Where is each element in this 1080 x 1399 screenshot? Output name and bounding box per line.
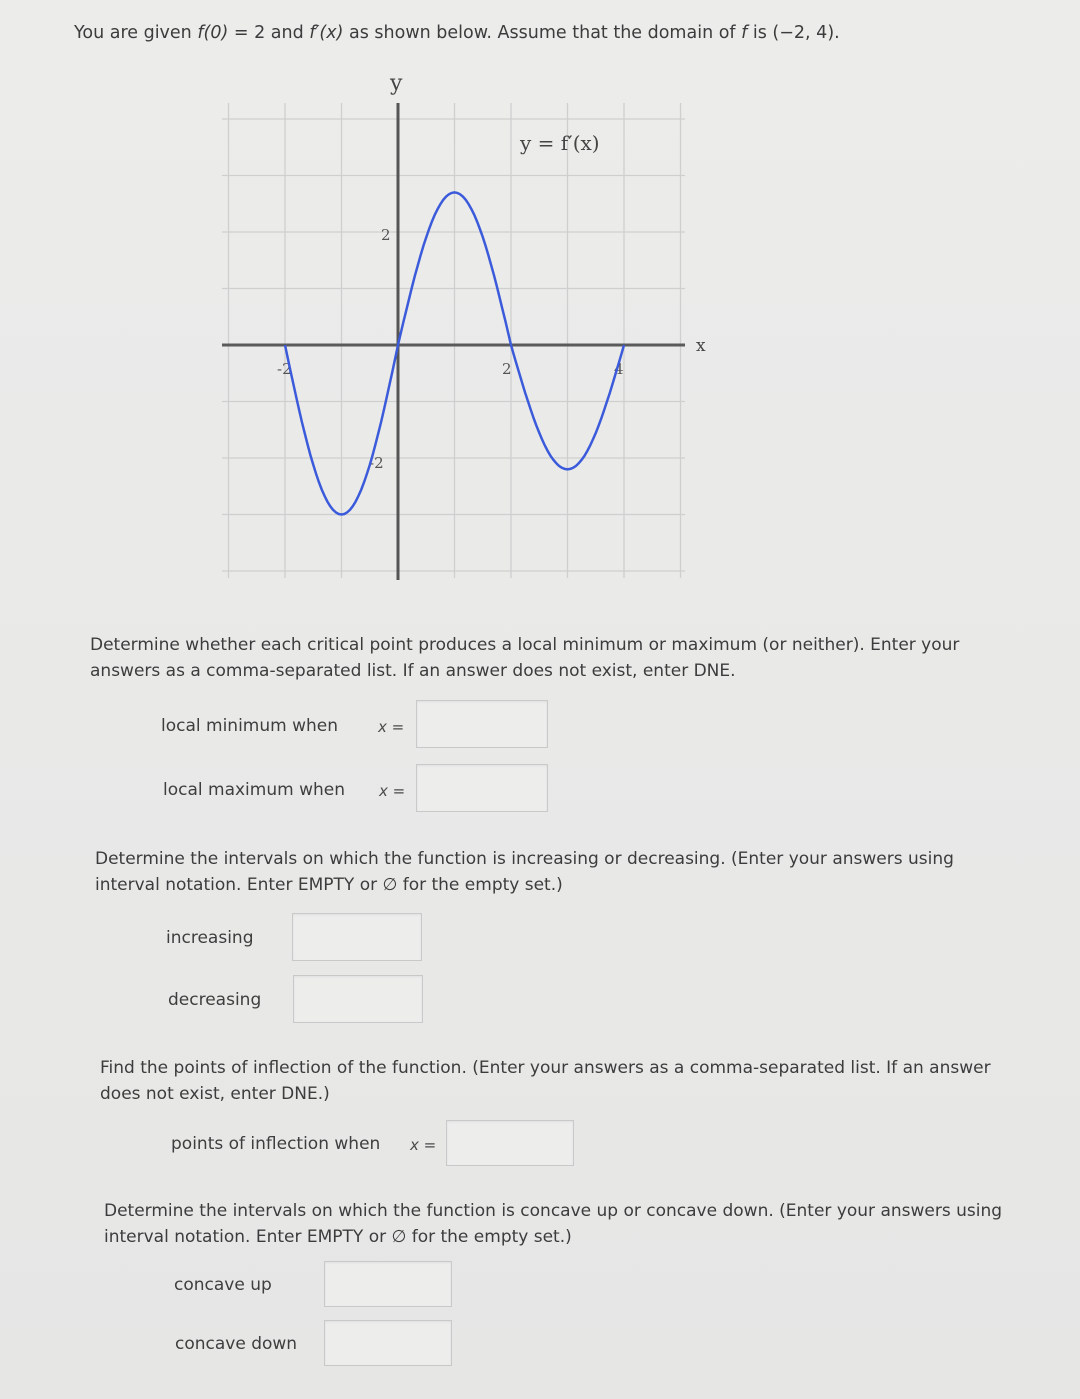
intro-f: f (741, 23, 748, 43)
local-max-x-eq: x = (379, 782, 406, 800)
intro-fprime: f′(x) (309, 23, 344, 43)
x-axis-label: x (696, 336, 706, 356)
local-min-input[interactable] (416, 700, 548, 748)
concave-up-input[interactable] (324, 1261, 452, 1307)
tick-label-x-neg2: -2 (277, 360, 292, 378)
inflection-x-eq: x = (410, 1136, 437, 1154)
tick-label-y-2: 2 (381, 226, 391, 244)
concave-up-label: concave up (174, 1275, 272, 1295)
local-min-x-eq: x = (378, 718, 405, 736)
intro-text: = 2 and (228, 23, 310, 43)
question-critical-points: Determine whether each critical point produces a local minimum or maximum (or neither). Enter your answers as a comma-separated list. If an answer does not exist, enter DNE. (90, 635, 960, 681)
graph-grid (222, 103, 685, 578)
increasing-input[interactable] (292, 913, 422, 961)
intro-text: as shown below. Assume that the domain of (343, 23, 742, 43)
tick-label-x-4: 4 (614, 360, 624, 378)
concave-down-input[interactable] (324, 1320, 452, 1366)
tick-label-x-2: 2 (502, 360, 512, 378)
decreasing-label: decreasing (168, 990, 262, 1010)
local-max-input[interactable] (416, 764, 548, 812)
question-increasing-decreasing: Determine the intervals on which the function is increasing or decreasing. (Enter your answers using interval notation. Enter EMPTY or ∅ for the empty set.) (95, 849, 954, 895)
increasing-label: increasing (166, 928, 254, 948)
concave-down-label: concave down (175, 1334, 298, 1354)
derivative-graph (0, 0, 1080, 620)
tick-label-y-neg2: -2 (369, 454, 384, 472)
curve-label: y = f′(x) (520, 131, 600, 155)
decreasing-input[interactable] (293, 975, 423, 1023)
intro-f0: f(0) (197, 23, 229, 43)
question-inflection: Find the points of inflection of the function. (Enter your answers as a comma-separated list. If an answer does not exist, enter DNE.) (100, 1058, 991, 1104)
local-min-label: local minimum when (161, 716, 339, 736)
local-max-label: local maximum when (163, 780, 345, 800)
question-concavity: Determine the intervals on which the function is concave up or concave down. (Enter your answers using interval notation. Enter EMPTY or ∅ for the empty set.) (104, 1201, 1003, 1247)
intro-domain: is (−2, 4). (747, 23, 840, 43)
inflection-label: points of inflection when (171, 1134, 381, 1154)
y-axis-label: y (390, 71, 403, 96)
inflection-input[interactable] (446, 1120, 574, 1166)
intro-text: You are given (74, 23, 198, 43)
